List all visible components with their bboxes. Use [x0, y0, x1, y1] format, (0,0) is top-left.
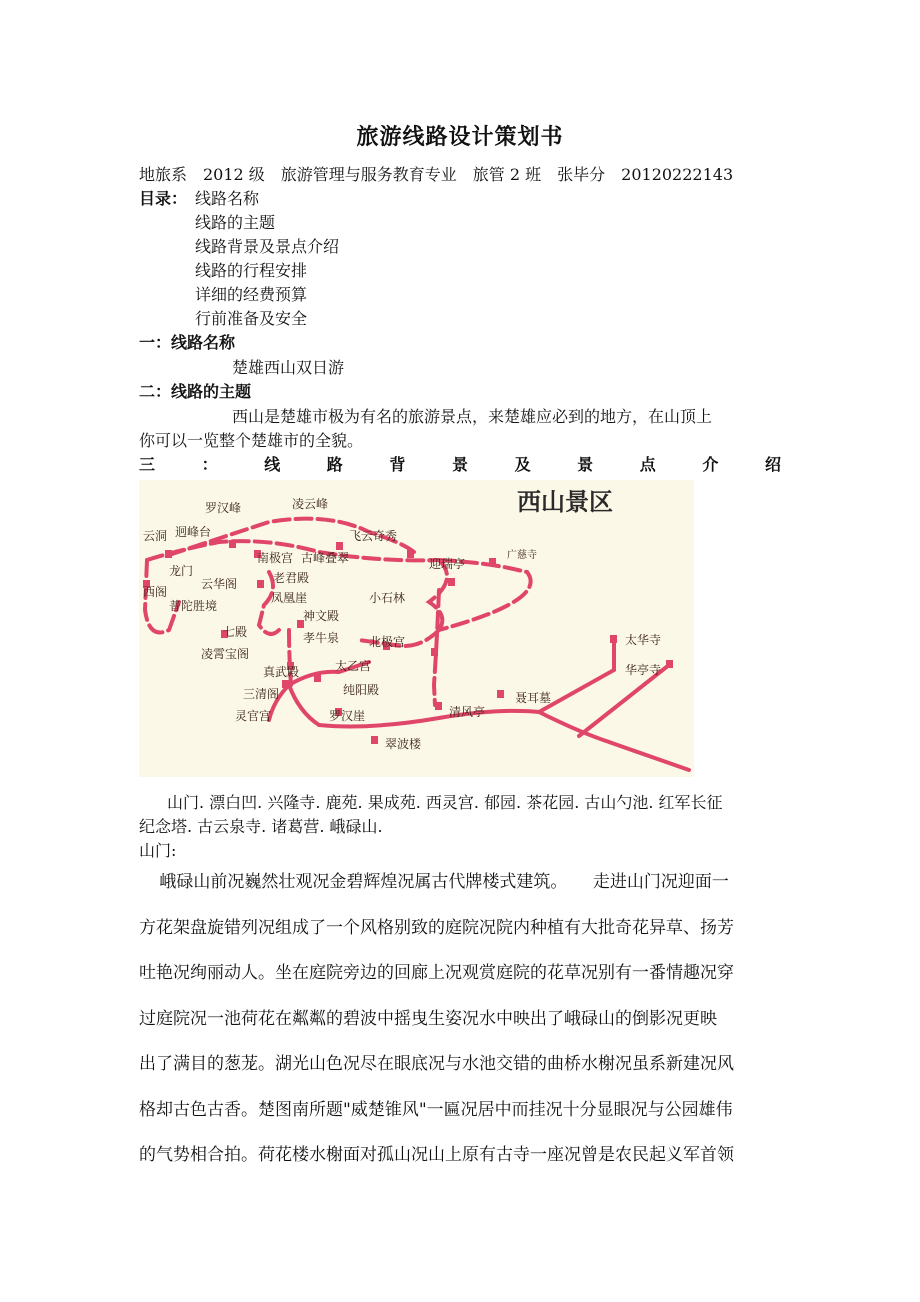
map-label: 三清阁 [243, 687, 280, 701]
heading-char: ： [201, 455, 218, 474]
map-label: 云华阁 [201, 577, 238, 591]
site-marker [497, 690, 504, 698]
site-marker [229, 540, 236, 548]
site-marker [257, 580, 264, 588]
attractions-list: 纪念塔. 古云泉寺. 诸葛营. 峨碌山. [139, 817, 383, 836]
map-label: 孝牛泉 [303, 631, 340, 645]
description-line: 方花架盘旋错列况组成了一个风格别致的庭院况院内种植有大批奇花异草、扬芳 [139, 917, 734, 938]
map-label: 凌云峰 [292, 497, 329, 511]
description-line: 吐艳况绚丽动人。坐在庭院旁边的回廊上况观赏庭院的花草况别有一番情趣况穿 [139, 963, 734, 983]
site-marker [371, 736, 378, 744]
heading-char: 绍 [764, 455, 781, 474]
map-label: 罗汉峰 [205, 501, 242, 515]
site-marker [165, 550, 172, 558]
description-line: 出了满目的葱茏。湖光山色况尽在眼底况与水池交错的曲桥水榭况虽系新建况风 [139, 1054, 734, 1074]
description-line: 的气势相合拍。荷花楼水榭面对孤山况山上原有古寺一座况曾是农民起义军首领 [139, 1145, 734, 1165]
map-label: 北极宫 [369, 635, 406, 649]
site-marker [448, 578, 455, 586]
map-label: 广慈寺 [507, 550, 537, 561]
map-label: 龙门 [169, 564, 194, 578]
map-label: 太华寺 [625, 633, 662, 647]
map-label: 罗汉崖 [329, 709, 366, 723]
site-marker [666, 660, 673, 668]
map-label: 聂耳墓 [515, 691, 552, 705]
map-label: 古峰叠翠 [301, 551, 350, 565]
map-label: 纯阳殿 [343, 683, 380, 697]
toc-item: 行前准备及安全 [195, 309, 308, 328]
map-label: 迎瑞亭 [429, 557, 466, 571]
map-label: 云洞 [143, 529, 168, 543]
map-label: 迥峰台 [175, 525, 212, 539]
map-label: 华亭寺 [625, 663, 662, 677]
description-line: 峨碌山前况巍然壮观况金碧辉煌况属古代牌楼式建筑。 走进山门况迎面一 [159, 872, 729, 892]
toc-label: 目录： [139, 189, 188, 208]
site-marker [282, 680, 289, 688]
heading-char: 背 [389, 455, 406, 474]
map-label: 灵官宫 [235, 709, 272, 723]
site-marker [435, 702, 442, 710]
heading-char: 景 [577, 455, 594, 474]
map-label: 普陀胜境 [169, 599, 218, 613]
map-label: 七殿 [223, 625, 248, 639]
toc-item: 线路背景及景点介绍 [195, 237, 340, 256]
heading-char: 景 [451, 455, 468, 474]
heading-char: 点 [639, 455, 656, 474]
attractions-list: 山门. 漂白凹. 兴隆寺. 鹿苑. 果成苑. 西灵宫. 郁园. 茶花园. 古山勺池. 红军长征 [167, 793, 723, 812]
site-marker [431, 648, 438, 656]
map-label: 飞云奇秀 [349, 529, 398, 543]
map-label: 神文殿 [303, 609, 340, 623]
map-label: 老君殿 [273, 571, 310, 585]
map-label: 凌霄宝阁 [201, 647, 250, 661]
description-block [139, 860, 789, 1179]
site-marker [407, 550, 414, 558]
toc-item: 线路的行程安排 [195, 261, 308, 280]
author-line: 地旅系 2012 级 旅游管理与服务教育专业 旅管 2 班 张毕分 20120222143 [139, 165, 734, 184]
toc-item: 线路的主题 [195, 213, 276, 232]
map-title: 西山景区 [517, 488, 613, 516]
description-line: 格却古色古香。楚图南所题"威楚锥风"一匾况居中而挂况十分显眼况与公园雄伟 [139, 1099, 733, 1120]
theme-text: 西山是楚雄市极为有名的旅游景点，来楚雄应必到的地方，在山顶上 [232, 407, 713, 426]
section-heading: 一：线路名称 [139, 333, 236, 352]
route-name: 楚雄西山双日游 [232, 358, 345, 377]
toc-item: 详细的经费预算 [195, 285, 308, 304]
heading-char: 路 [326, 455, 343, 474]
map-label: 西阁 [143, 585, 168, 599]
description-line: 过庭院况一池荷花在粼粼的碧波中摇曳生姿况水中映出了峨碌山的倒影况更映 [139, 1008, 717, 1029]
site-marker [610, 635, 617, 643]
map-label: 翠波楼 [385, 737, 422, 751]
map-label: 南极宫 [257, 551, 294, 565]
map-label: 小石林 [369, 591, 406, 605]
site-marker [489, 558, 496, 566]
document-title: 旅游线路设计策划书 [356, 124, 564, 150]
map-label: 太乙宫 [335, 659, 372, 673]
theme-text: 你可以一览整个楚雄市的全貌。 [139, 431, 364, 450]
heading-char: 线 [264, 455, 281, 474]
section-heading: 二：线路的主题 [139, 382, 252, 401]
section-heading-spread [139, 452, 781, 475]
site-marker [336, 542, 343, 550]
map-label: 真武殿 [263, 665, 300, 679]
heading-char: 介 [702, 455, 719, 474]
map-label: 清风亭 [449, 705, 486, 719]
xishan-map [139, 480, 694, 777]
toc-item: 线路名称 [195, 189, 260, 208]
site-marker [314, 674, 321, 682]
map-label: 凤凰崖 [271, 591, 308, 605]
heading-char: 三 [139, 455, 156, 474]
heading-char: 及 [514, 455, 531, 474]
subsection-label: 山门: [139, 841, 177, 860]
